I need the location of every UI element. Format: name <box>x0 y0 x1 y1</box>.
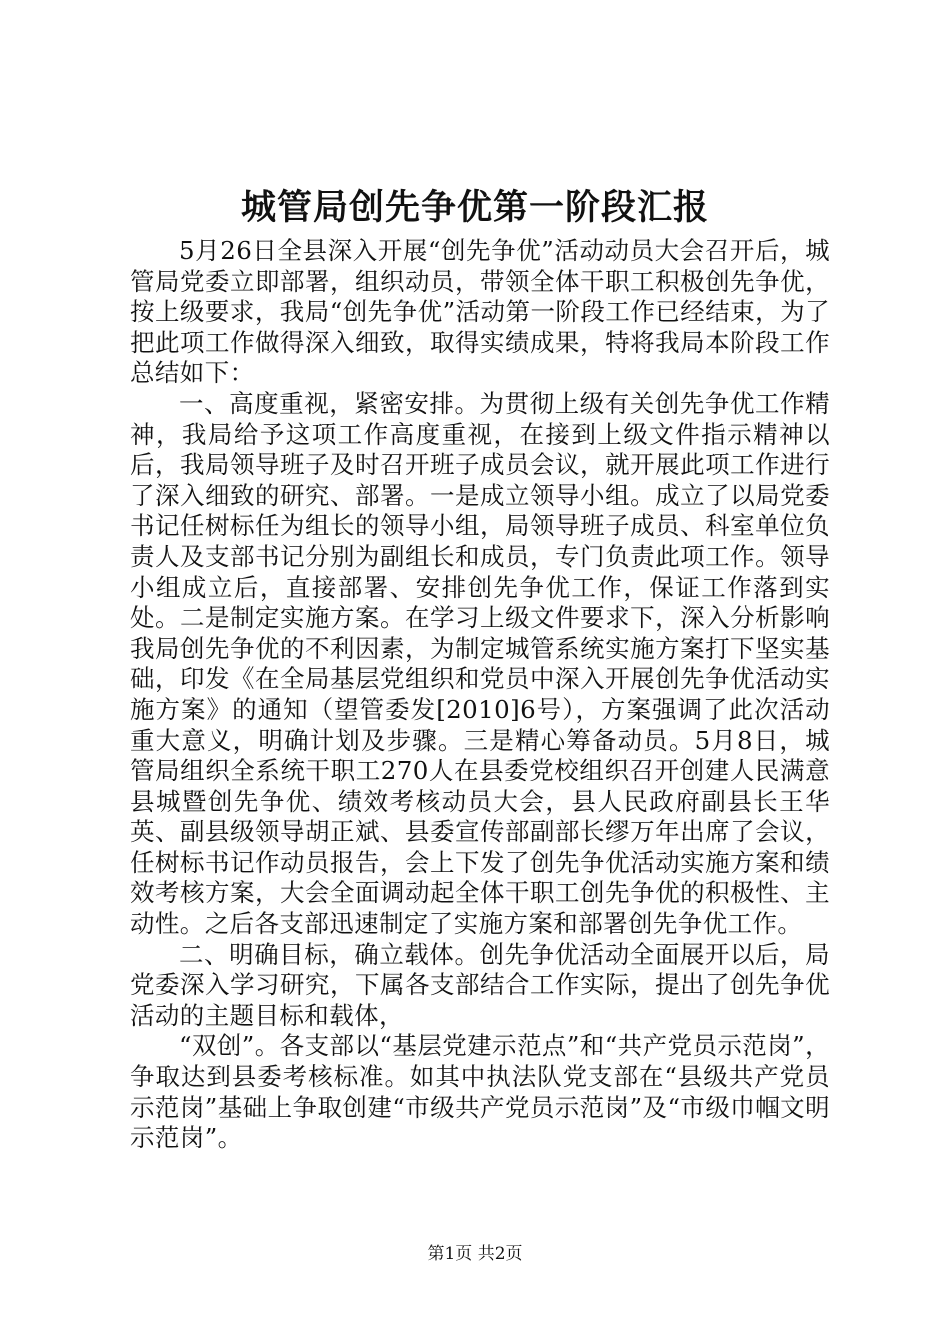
document-title: 城管局创先争优第一阶段汇报 <box>240 187 709 228</box>
page-number-footer: 第1页 共2页 <box>427 1244 523 1264</box>
paragraph-intro: 5月26日全县深入开展“创先争优”活动动员大会召开后，城管局党委立即部署，组织动员，带领全体干职工积极创先争优，按上级要求，我局“创先争优”活动第一阶段工作已经结束，为了把此项工作做得深入细致，取得实绩成果，特将我局本阶段工作总结如下： <box>130 236 830 388</box>
paragraph-section-1: 一、高度重视，紧密安排。为贯彻上级有关创先争优工作精神，我局给予这项工作高度重视，在接到上级文件指示精神以后，我局领导班子及时召开班子成员会议，就开展此项工作进行了深入细致的研究、部署。一是成立领导小组。成立了以局党委书记任树标任为组长的领导小组，局领导班子成员、科室单位负责人及支部书记分别为副组长和成员，专门负责此项工作。领导小组成立后，直接部署、安排创先争优工作，保证工作落到实处。二是制定实施方案。在学习上级文件要求下，深入分析影响我局创先争优的不利因素，为制定城管系统实施方案打下坚实基础，印发《在全局基层党组织和党员中深入开展创先争优活动实施方案》的通知（望管委发[2010]6号），方案强调了此次活动重大意义，明确计划及步骤。三是精心筹备动员。5月8日，城管局组织全系统干职工270人在县委党校组织召开创建人民满意县城暨创先争优、绩效考核动员大会，县人民政府副县长王华英、副县级领导胡正斌、县委宣传部副部长缪万年出席了会议，任树标书记作动员报告，会上下发了创先争优活动实施方案和绩效考核方案，大会全面调动起全体干职工创先争优的积极性、主动性。之后各支部迅速制定了实施方案和部署创先争优工作。 <box>130 388 830 939</box>
document-body <box>130 236 830 1154</box>
paragraph-section-2: 二、明确目标，确立载体。创先争优活动全面展开以后，局党委深入学习研究，下属各支部结合工作实际，提出了创先争优活动的主题目标和载体， <box>130 939 830 1030</box>
paragraph-shuangchuang: “双创”。各支部以“基层党建示范点”和“共产党员示范岗”，争取达到县委考核标准。如其中执法队党支部在“县级共产党员示范岗”基础上争取创建“市级共产党员示范岗”及“市级巾帼文明示范岗”。 <box>130 1031 830 1153</box>
